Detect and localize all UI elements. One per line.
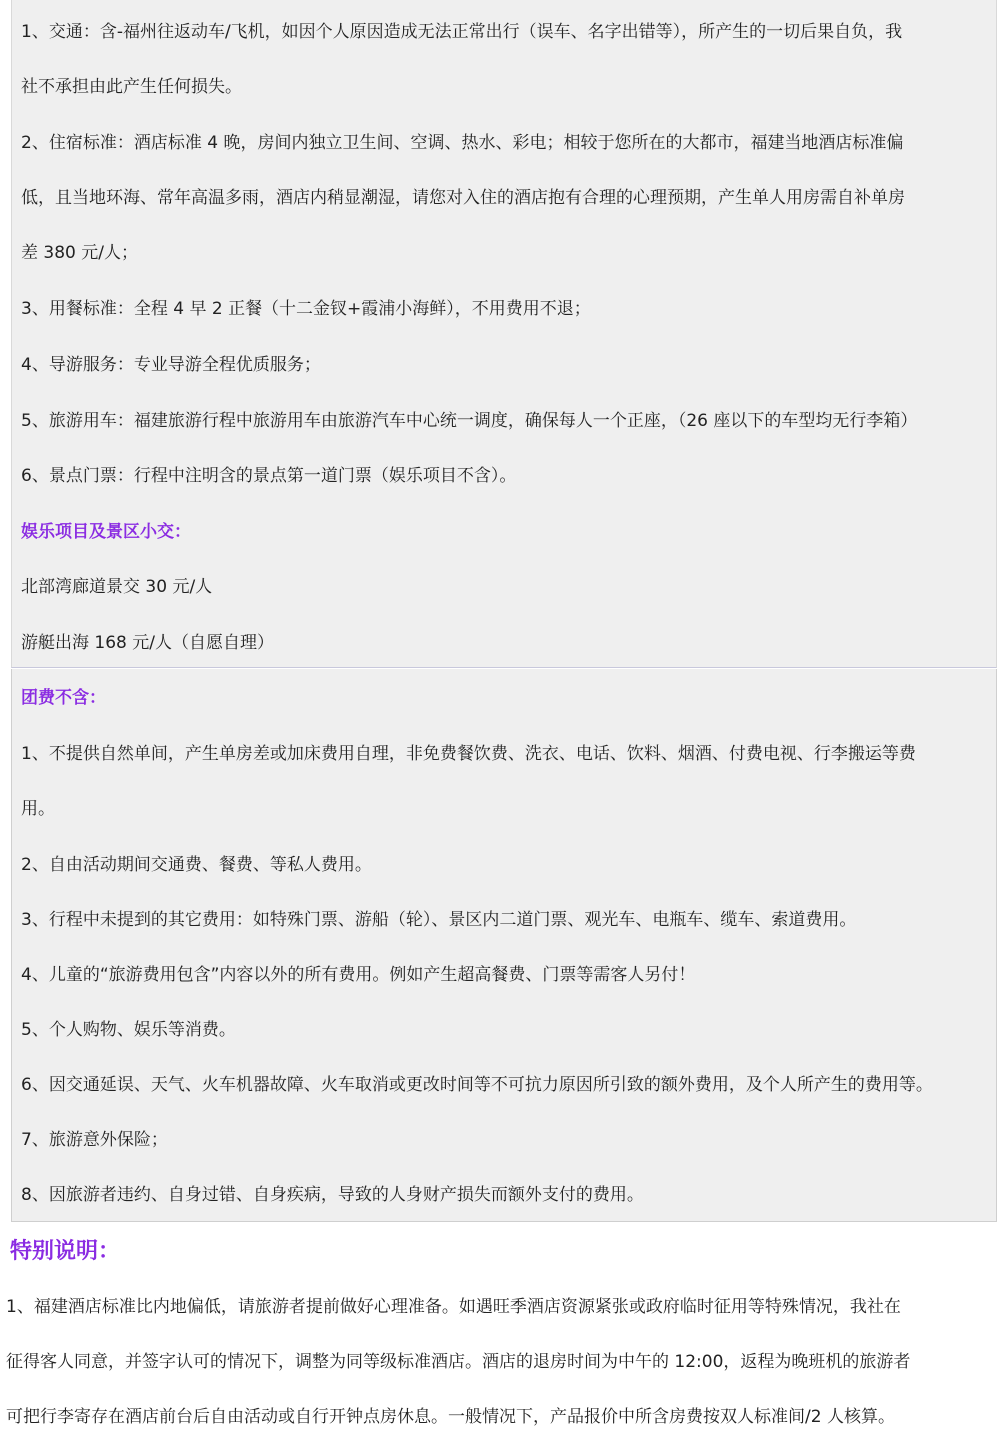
included-line-3: 2、住宿标准：酒店标准 4 晚，房间内独立卫生间、空调、热水、彩电；相较于您所在的大都市，福建当地酒店标准偏 — [21, 133, 904, 153]
special-line-1: 1、福建酒店标准比内地偏低，请旅游者提前做好心理准备。如遇旺季酒店资源紧张或政府临时征用等特殊情况，我社在 — [6, 1297, 901, 1317]
included-line-4: 低，且当地环海、常年高温多雨，酒店内稍显潮湿，请您对入住的酒店抱有合理的心理预期，产生单人用房需自补单房 — [21, 188, 905, 208]
entertainment-heading: 娱乐项目及景区小交： — [21, 522, 191, 542]
included-line-8: 5、旅游用车：福建旅游行程中旅游用车由旅游汽车中心统一调度，确保每人一个正座，（26 座以下的车型均无行李箱） — [21, 411, 918, 431]
excluded-line-4: 3、行程中未提到的其它费用：如特殊门票、游船（轮）、景区内二道门票、观光车、电瓶车、缆车、索道费用。 — [21, 910, 857, 930]
included-line-9: 6、景点门票：行程中注明含的景点第一道门票（娱乐项目不含）。 — [21, 466, 517, 486]
excluded-line-7: 6、因交通延误、天气、火车机器故障、火车取消或更改时间等不可抗力原因所引致的额外费用，及个人所产生的费用等。 — [21, 1075, 933, 1095]
excluded-line-6: 5、个人购物、娱乐等消费。 — [21, 1020, 236, 1040]
special-line-2: 征得客人同意，并签字认可的情况下，调整为同等级标准酒店。酒店的退房时间为中午的 12:00，返程为晚班机的旅游者 — [6, 1352, 911, 1372]
excluded-heading: 团费不含： — [21, 688, 106, 708]
included-line-5: 差 380 元/人； — [21, 243, 138, 263]
special-title: 特别说明： — [10, 1239, 121, 1264]
included-section — [11, 0, 997, 668]
excluded-section — [11, 669, 997, 1222]
excluded-line-1: 1、不提供自然单间，产生单房差或加床费用自理，非免费餐饮费、洗衣、电话、饮料、烟酒、付费电视、行李搬运等费 — [21, 744, 916, 764]
excluded-line-8: 7、旅游意外保险； — [21, 1130, 168, 1150]
included-line-7: 4、导游服务：专业导游全程优质服务； — [21, 355, 321, 375]
excluded-line-3: 2、自由活动期间交通费、餐费、等私人费用。 — [21, 855, 372, 875]
included-line-6: 3、用餐标准：全程 4 早 2 正餐（十二金钗+霞浦小海鲜），不用费用不退； — [21, 299, 591, 319]
included-line-1: 1、交通：含-福州往返动车/飞机，如因个人原因造成无法正常出行（误车、名字出错等），所产生的一切后果自负，我 — [21, 22, 903, 42]
special-line-3: 可把行李寄存在酒店前台后自由活动或自行开钟点房休息。一般情况下，产品报价中所含房费按双人标准间/2 人核算。 — [6, 1407, 895, 1427]
excluded-line-2: 用。 — [21, 799, 55, 819]
entertainment-line-1: 北部湾廊道景交 30 元/人 — [21, 577, 213, 597]
excluded-line-9: 8、因旅游者违约、自身过错、自身疾病，导致的人身财产损失而额外支付的费用。 — [21, 1185, 644, 1205]
entertainment-line-2: 游艇出海 168 元/人（自愿自理） — [21, 633, 274, 653]
included-line-2: 社不承担由此产生任何损失。 — [21, 77, 242, 97]
excluded-line-5: 4、儿童的“旅游费用包含”内容以外的所有费用。例如产生超高餐费、门票等需客人另付！ — [21, 965, 696, 985]
